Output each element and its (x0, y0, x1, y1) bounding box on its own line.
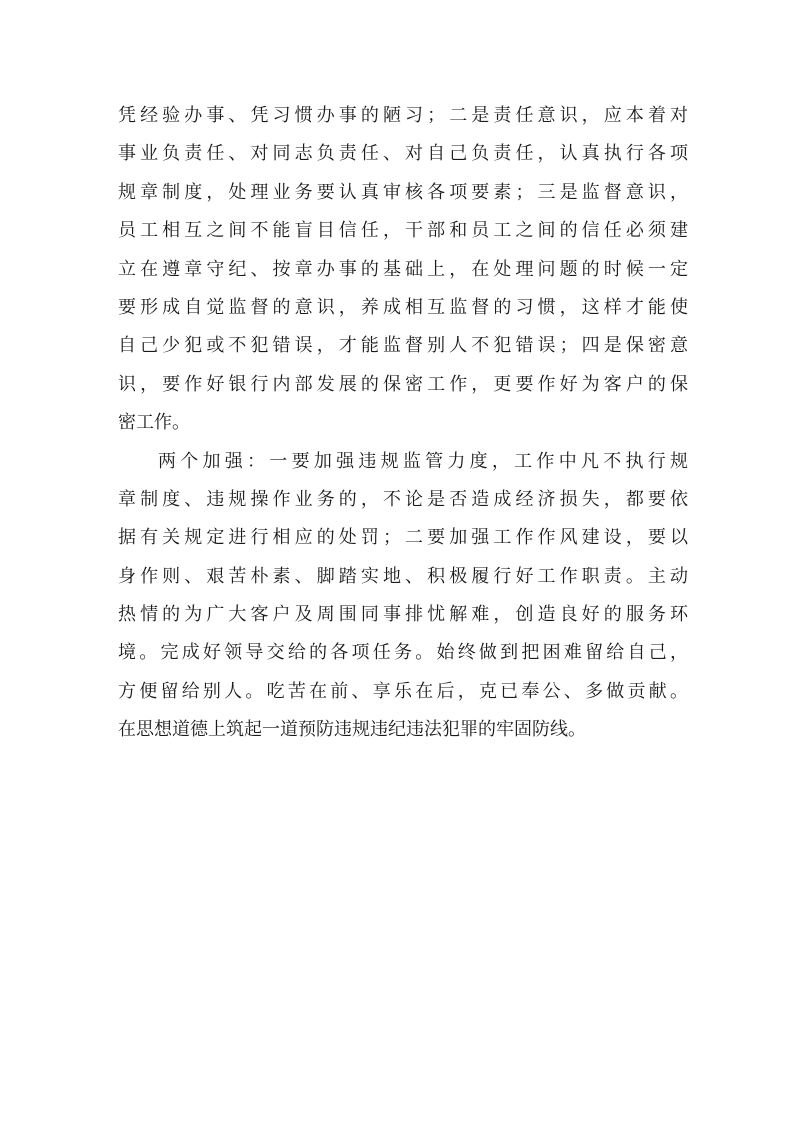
text-line: 身作则、艰苦朴素、脚踏实地、积极履行好工作职责。主动 (118, 565, 688, 587)
text-line: 事业负责任、对同志负责任、对自己负责任，认真执行各项 (118, 143, 688, 165)
text-line: 识，要作好银行内部发展的保密工作，更要作好为客户的保 (118, 373, 688, 395)
text-line: 要形成自觉监督的意识，养成相互监督的习惯，这样才能使 (118, 296, 688, 318)
text-line: 凭经验办事、凭习惯办事的陋习；二是责任意识，应本着对 (118, 105, 688, 126)
text-line: 据有关规定进行相应的处罚；二要加强工作作风建设，要以 (118, 527, 688, 549)
text-line: 章制度、违规操作业务的，不论是否造成经济损失，都要依 (118, 488, 688, 510)
text-line: 密工作。 (118, 412, 190, 434)
text-line: 自己少犯或不犯错误，才能监督别人不犯错误；四是保密意 (118, 335, 688, 357)
text-line: 境。完成好领导交给的各项任务。始终做到把困难留给自己， (118, 642, 688, 664)
text-line: 在思想道德上筑起一道预防违规违纪违法犯罪的牢固防线。 (118, 719, 586, 741)
text-line: 规章制度，处理业务要认真审核各项要素；三是监督意识， (118, 181, 688, 203)
document-body (118, 97, 688, 750)
text-line: 方便留给别人。吃苦在前、享乐在后，克已奉公、多做贡献。 (118, 680, 688, 702)
text-line: 员工相互之间不能盲目信任，干部和员工之间的信任必须建 (118, 220, 688, 242)
paragraph-1 (118, 97, 688, 443)
paragraph-2 (118, 443, 688, 750)
text-line: 立在遵章守纪、按章办事的基础上，在处理问题的时候一定 (118, 258, 688, 280)
text-line: 两个加强：一要加强违规监管力度，工作中凡不执行规 (158, 450, 688, 472)
text-line: 热情的为广大客户及周围同事排忧解难，创造良好的服务环 (118, 604, 688, 626)
